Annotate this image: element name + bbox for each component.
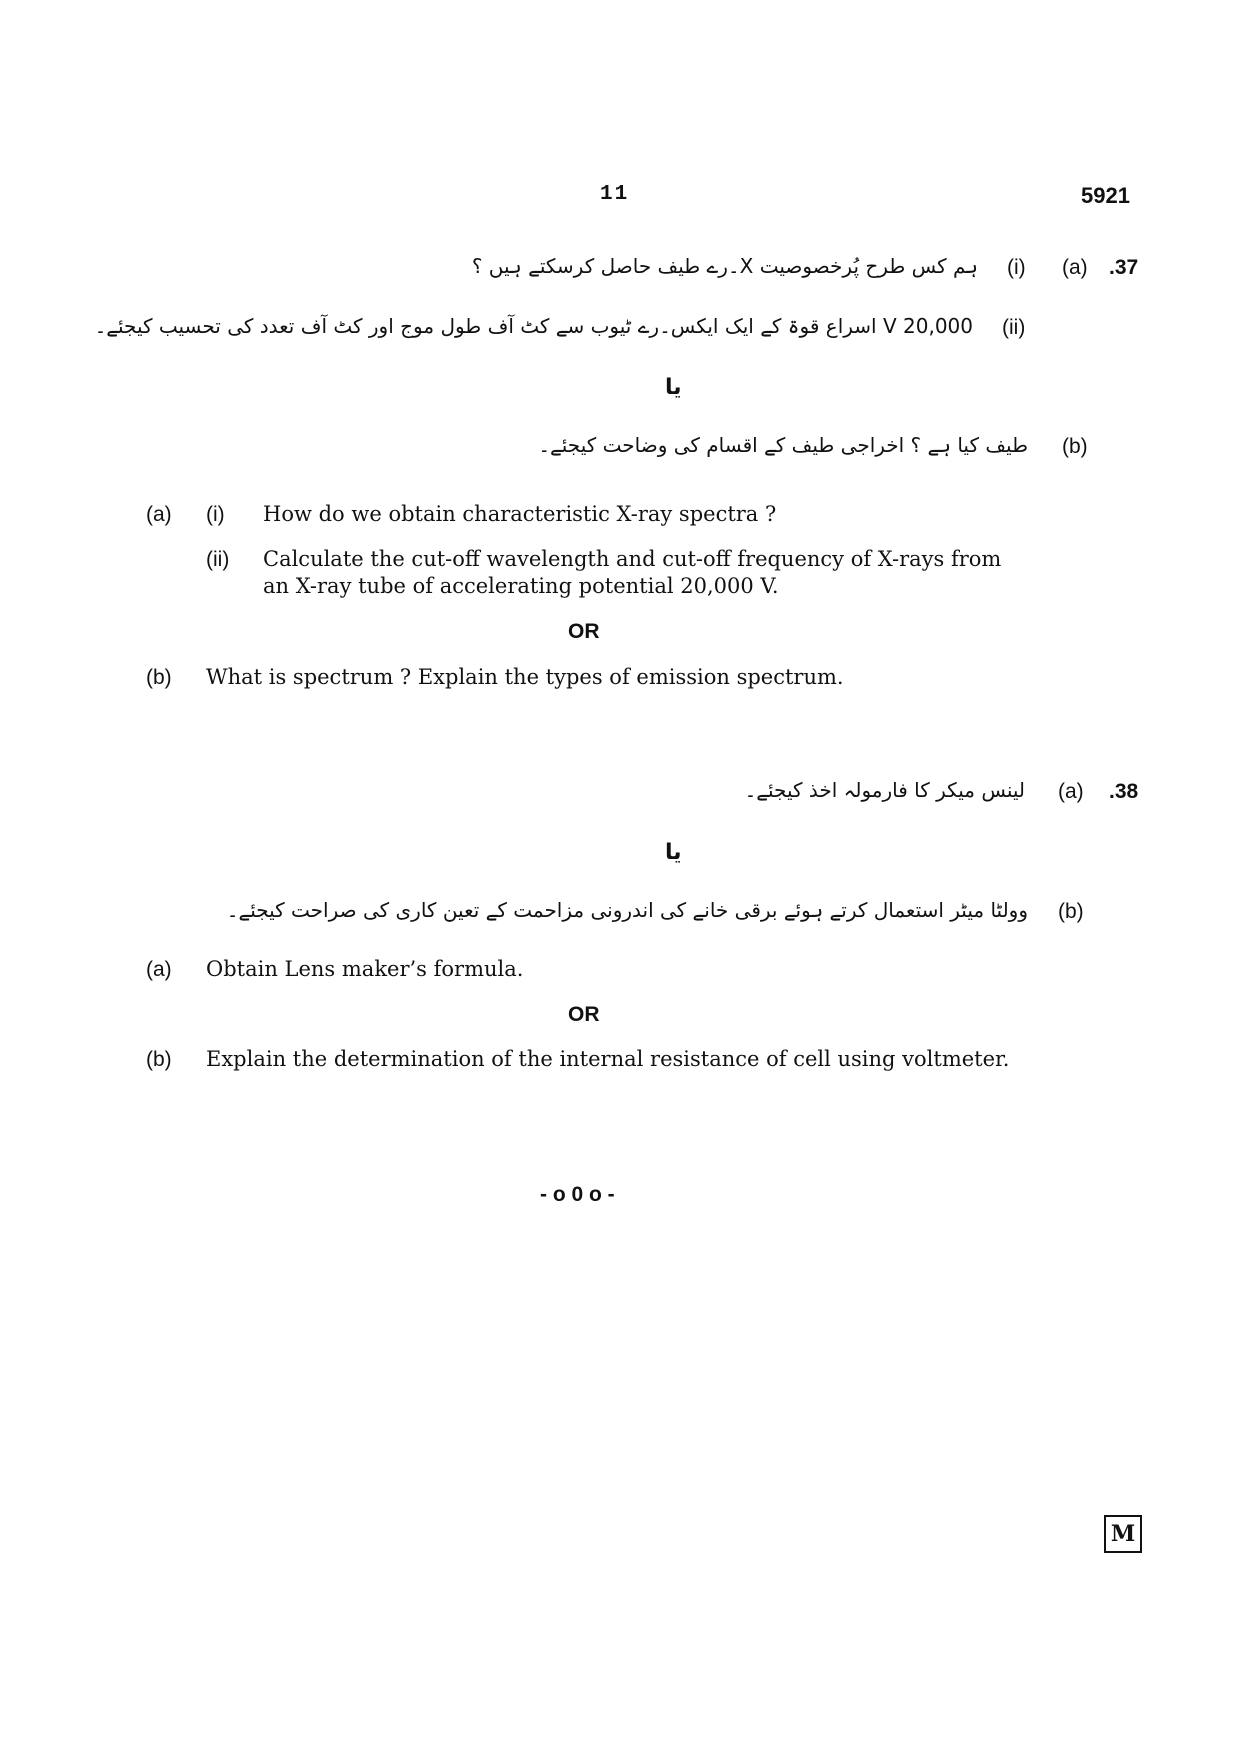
q38-urdu-b-label: (b) xyxy=(1058,900,1084,923)
q37-en-b-label: (b) xyxy=(146,666,172,689)
q38-urdu-or: یا xyxy=(665,840,682,865)
paper-code: 5921 xyxy=(1081,183,1130,208)
question-number-38: .38 xyxy=(1109,780,1139,803)
q37-urdu-i-label: (i) xyxy=(1007,256,1026,279)
q37-en-ii-label: (ii) xyxy=(206,548,230,571)
q37-urdu-b-text: طیف کیا ہے ؟ اخراجی طیف کے اقسام کی وضاحت کیجئے۔ xyxy=(538,433,1028,457)
q38-urdu-b-text: وولٹا میٹر استعمال کرتے ہوئے برقی خانے کی اندرونی مزاحمت کے تعین کاری کی صراحت کیجئے۔ xyxy=(226,898,1028,922)
q38-en-a-text: Obtain Lens maker’s formula. xyxy=(206,957,524,981)
q38-en-b-text: Explain the determination of the internal resistance of cell using voltmeter. xyxy=(206,1047,1010,1071)
q37-en-a-label: (a) xyxy=(146,503,172,526)
end-of-paper-mark: - o 0 o - xyxy=(540,1183,615,1206)
medium-box: M xyxy=(1104,1515,1142,1553)
question-number-37: .37 xyxy=(1109,256,1139,279)
q38-en-a-label: (a) xyxy=(146,958,172,981)
q37-en-b-text: What is spectrum ? Explain the types of emission spectrum. xyxy=(206,665,844,689)
q38-urdu-a-label: (a) xyxy=(1058,780,1084,803)
q37-en-i-label: (i) xyxy=(206,503,225,526)
q38-en-b-label: (b) xyxy=(146,1048,172,1071)
q37-urdu-i-text: ہم کس طرح پُرخصوصیت X۔رے طیف حاصل کرسکتے ہیں ؟ xyxy=(471,254,978,278)
q37-urdu-b-label: (b) xyxy=(1062,435,1088,458)
q37-urdu-ii-label: (ii) xyxy=(1002,316,1026,339)
q37-en-ii-line-2: an X-ray tube of accelerating potential 20,000 V. xyxy=(263,574,779,598)
q37-en-ii-line-1: Calculate the cut-off wavelength and cut-off frequency of X-rays from xyxy=(263,547,1002,571)
q37-urdu-or: یا xyxy=(665,375,682,400)
page-number: 11 xyxy=(600,183,630,206)
q38-en-or: OR xyxy=(568,1003,600,1026)
q37-en-or: OR xyxy=(568,620,600,643)
q37-urdu-ii-text: 20,000 V اسراع قوۃ کے ایک ایکس۔رے ٹیوب سے کٹ آف طول موج اور کٹ آف تعدد کی تحسیب کیجئے۔ xyxy=(94,314,973,338)
q37-urdu-a-label: (a) xyxy=(1062,256,1088,279)
q38-urdu-a-text: لینس میکر کا فارمولہ اخذ کیجئے۔ xyxy=(744,778,1025,802)
q37-en-i-text: How do we obtain characteristic X-ray spectra ? xyxy=(263,502,777,526)
